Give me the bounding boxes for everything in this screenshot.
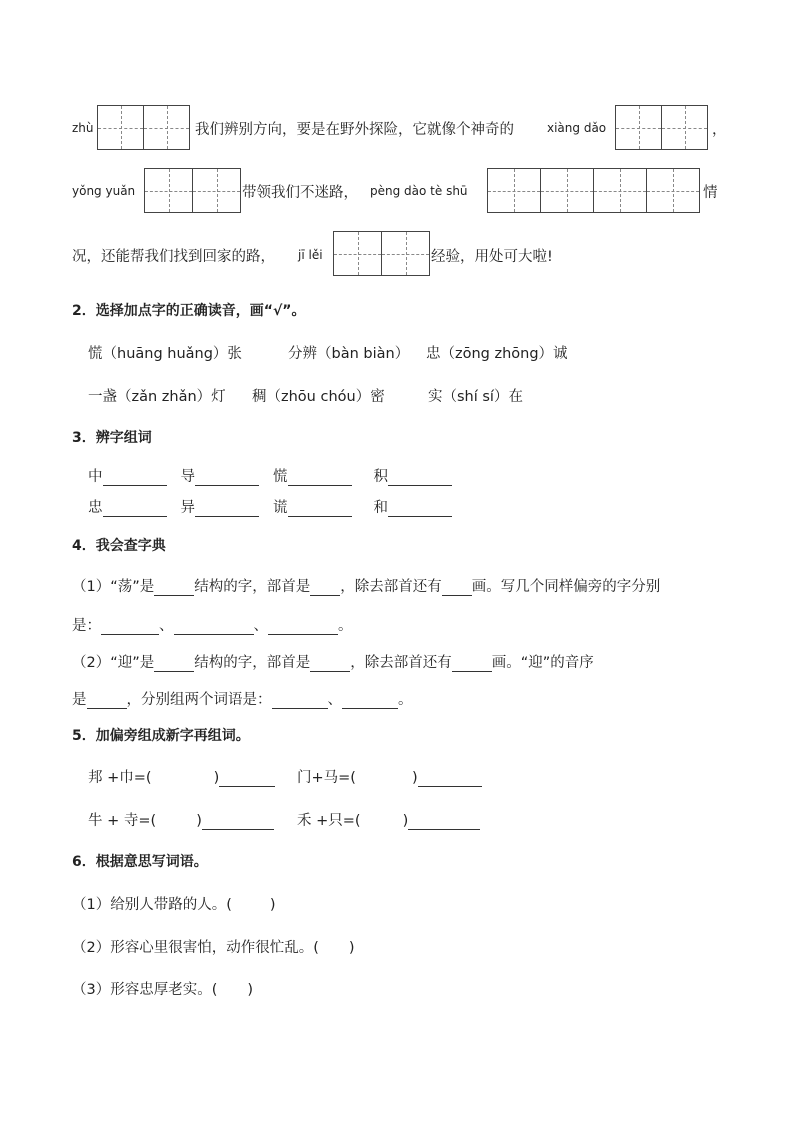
q4-line-1 (72, 575, 660, 596)
q3-char: 积 (373, 469, 388, 485)
q4-text: ，分别组两个词语是： (126, 692, 272, 708)
answer-blank[interactable] (268, 620, 338, 635)
q6-text: ) (269, 897, 276, 913)
grid-cell[interactable] (615, 105, 662, 150)
writing-grid-zhu[interactable] (97, 105, 190, 150)
q4-text: 画。写几个同样偏旁的字分别 (471, 579, 661, 595)
grid-cell[interactable] (97, 105, 144, 150)
q2-title: 2．选择加点字的正确读音，画“√”。 (72, 303, 306, 319)
answer-blank[interactable] (174, 620, 254, 635)
q5-text: ) (196, 813, 202, 829)
grid-cell[interactable] (661, 105, 708, 150)
answer-blank[interactable] (288, 471, 352, 486)
answer-blank[interactable] (272, 694, 328, 709)
grid-cell[interactable] (646, 168, 700, 213)
q3-char: 和 (373, 500, 388, 516)
q1-comma: ， (712, 122, 727, 138)
q5-title: 5．加偏旁组成新字再组词。 (72, 728, 250, 744)
q3-char: 慌 (273, 469, 288, 485)
answer-blank[interactable] (101, 620, 159, 635)
q4-text: ，除去部首还有 (340, 579, 442, 595)
q1-text-2: 带领我们不迷路， (242, 185, 358, 201)
q1-text-1: 我们辨别方向，要是在野外探险，它就像个神奇的 (195, 122, 514, 138)
pinyin-zhu: zhù (72, 121, 94, 135)
q6-item (72, 893, 276, 914)
grid-cell[interactable] (540, 168, 594, 213)
answer-blank[interactable] (87, 694, 127, 709)
q6-text: （1）给别人带路的人。( (72, 897, 232, 913)
q6-text: （2）形容心里很害怕，动作很忙乱。( (72, 940, 319, 956)
answer-blank[interactable] (103, 471, 167, 486)
writing-grid-pengdaoteshu[interactable] (487, 168, 700, 213)
q6-text: （3）形容忠厚老实。( (72, 982, 218, 998)
writing-grid-jilei[interactable] (333, 231, 430, 276)
q4-line-3 (72, 651, 594, 672)
q1-text-3: 情 (703, 185, 718, 201)
q3-char: 忠 (88, 500, 103, 516)
grid-cell[interactable] (381, 231, 430, 276)
q5-text: ) (411, 770, 418, 786)
grid-cell[interactable] (487, 168, 541, 213)
q3-char: 导 (180, 469, 195, 485)
grid-cell[interactable] (144, 168, 193, 213)
pinyin-yongyuan: yǒng yuǎn (72, 184, 136, 198)
grid-cell[interactable] (192, 168, 241, 213)
pinyin-xiangdao: xiàng dǎo (547, 121, 607, 135)
q4-text: （2）“迎”是 (72, 655, 155, 671)
q5-text: 邦 +巾=( (88, 770, 152, 786)
q4-line-2 (72, 614, 353, 635)
pinyin-pengdaoteshu: pèng dào tè shū (370, 184, 468, 198)
q4-text: 结构的字，部首是 (194, 655, 311, 671)
answer-blank[interactable] (219, 772, 275, 787)
q4-text: 、 (327, 692, 342, 708)
q4-text: （1）“荡”是 (72, 579, 155, 595)
answer-blank[interactable] (154, 581, 194, 596)
q4-text: 是 (72, 692, 87, 708)
q4-title: 4．我会查字典 (72, 538, 166, 554)
q4-text: 结构的字，部首是 (194, 579, 311, 595)
q4-text: ，除去部首还有 (350, 655, 452, 671)
q2-item: 稠（zhōu chóu）密 (252, 389, 385, 405)
q4-text: 、 (159, 618, 174, 634)
q6-text: ) (348, 940, 355, 956)
q4-text: 是： (72, 618, 101, 634)
answer-blank[interactable] (310, 657, 350, 672)
q5-text: 禾 +只=( (297, 813, 361, 829)
writing-grid-xiangdao[interactable] (615, 105, 708, 150)
writing-grid-yongyuan[interactable] (144, 168, 241, 213)
q6-item (72, 978, 253, 999)
q2-item: 慌（huāng huǎng）张 (88, 346, 242, 362)
q5-item (297, 766, 482, 787)
answer-blank[interactable] (388, 502, 452, 517)
q5-text: ) (213, 770, 220, 786)
answer-blank[interactable] (103, 502, 167, 517)
grid-cell[interactable] (333, 231, 382, 276)
q5-text: 牛 + 寺=( (88, 813, 157, 829)
answer-blank[interactable] (342, 694, 398, 709)
q3-row-2 (88, 496, 452, 517)
q2-item: 一盏（zǎn zhǎn）灯 (88, 389, 226, 405)
pinyin-jilei: jī lěi (298, 248, 323, 262)
q4-text: 。 (338, 618, 353, 634)
q3-title: 3．辨字组词 (72, 430, 152, 446)
q3-char: 中 (88, 469, 103, 485)
q5-item (88, 766, 275, 787)
answer-blank[interactable] (310, 581, 340, 596)
answer-blank[interactable] (408, 815, 480, 830)
q5-item (88, 809, 274, 830)
q4-line-4 (72, 688, 413, 709)
q4-text: 、 (253, 618, 268, 634)
q6-item (72, 936, 355, 957)
q5-text: ) (402, 813, 409, 829)
q6-title: 6．根据意思写词语。 (72, 854, 208, 870)
q1-text-5: 经验，用处可大啦! (431, 249, 553, 265)
answer-blank[interactable] (202, 815, 274, 830)
q3-char: 异 (180, 500, 195, 516)
answer-blank[interactable] (195, 471, 259, 486)
q4-text: 。 (398, 692, 413, 708)
q2-item: 忠（zōng zhōng）诚 (426, 346, 568, 362)
q5-text: 门+马=( (297, 770, 356, 786)
q3-char: 谎 (273, 500, 288, 516)
answer-blank[interactable] (288, 502, 352, 517)
answer-blank[interactable] (195, 502, 259, 517)
answer-blank[interactable] (418, 772, 482, 787)
q1-text-4: 况，还能帮我们找到回家的路， (72, 249, 275, 265)
answer-blank[interactable] (442, 581, 472, 596)
q2-item: 实（shí sí）在 (428, 389, 523, 405)
q6-text: ) (247, 982, 254, 998)
answer-blank[interactable] (154, 657, 194, 672)
answer-blank[interactable] (452, 657, 492, 672)
q3-row-1 (88, 465, 452, 486)
grid-cell[interactable] (593, 168, 647, 213)
q5-item (297, 809, 480, 830)
grid-cell[interactable] (143, 105, 190, 150)
q4-text: 画。“迎”的音序 (491, 655, 594, 671)
answer-blank[interactable] (388, 471, 452, 486)
q2-item: 分辨（bàn biàn） (288, 346, 410, 362)
